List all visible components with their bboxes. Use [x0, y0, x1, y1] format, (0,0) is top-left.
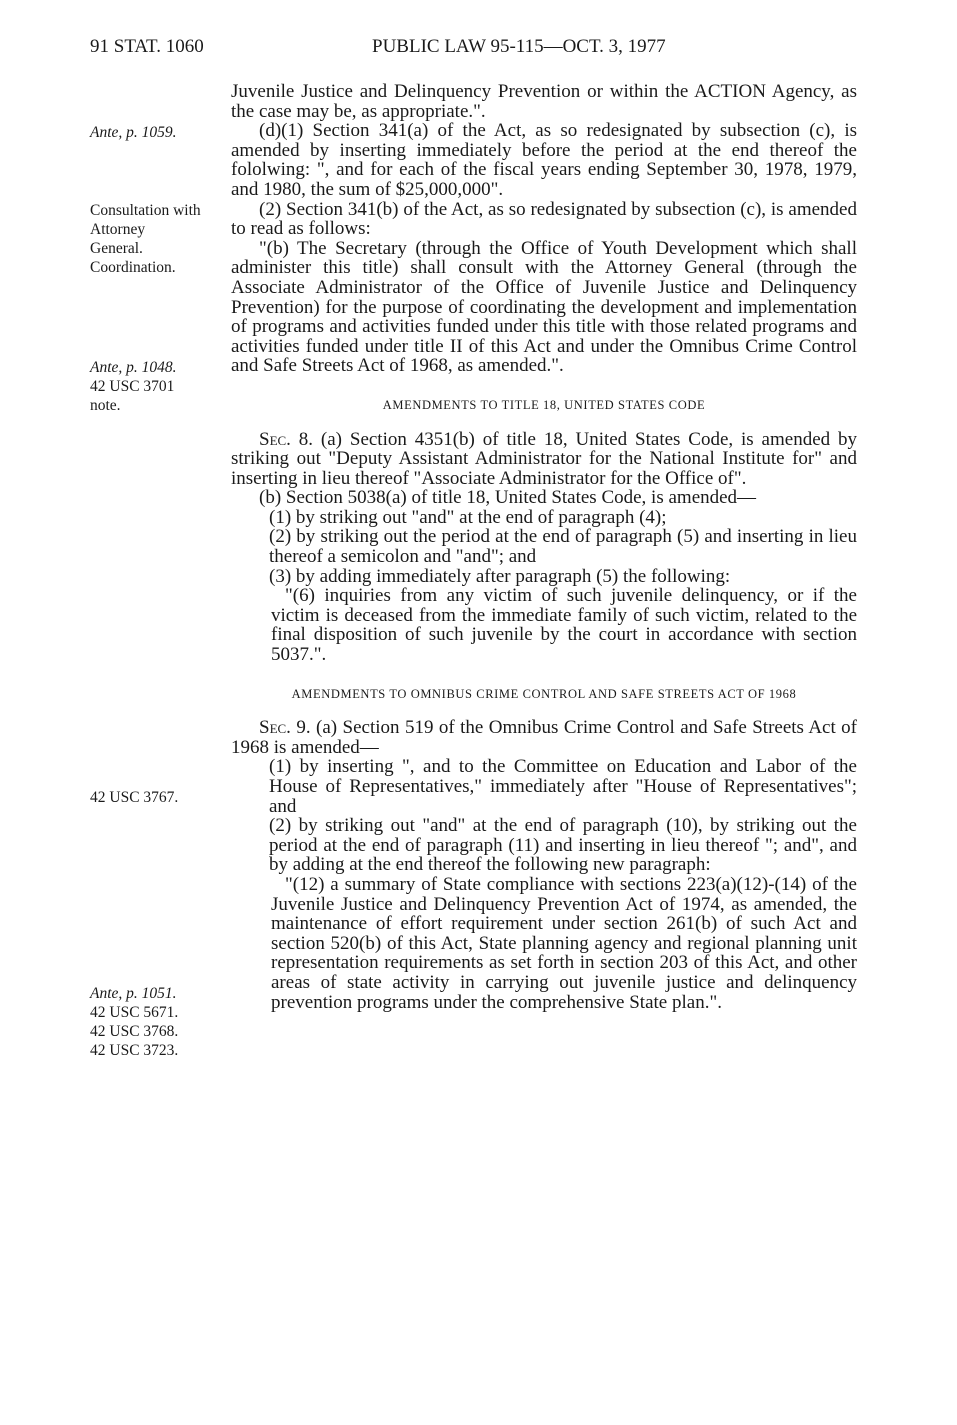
document-body	[231, 82, 857, 1012]
section-8b-3: (3) by adding immediately after paragraph (5) the following:	[269, 565, 731, 587]
section-9a: Sec. 9. (a) Section 519 of the Omnibus Crime Control and Safe Streets Act of 1968 is amended—	[231, 717, 857, 758]
stat-page-number: 91 STAT. 1060	[90, 36, 204, 57]
paragraph-continuation: Juvenile Justice and Delinquency Prevention or within the ACTION Agency, as the case may be, as appropriate.".	[231, 81, 857, 122]
margin-note-ante-1059: Ante, p. 1059.	[90, 124, 177, 141]
paragraph-quoted-b: "(b) The Secretary (through the Office of Youth Development which shall administer this title) shall consult with the Attorney General (through the Associate Administrator of the Office of Juvenile Justice and Delinquency Prevention) for the purpose of coordinating the development and implementation of programs and activities funded under this title with those related programs and activities funded under title II of this Act and under the Omnibus Crime Control and Safe Streets Act of 1968, as amended.".	[231, 237, 857, 377]
paragraph-d2: (2) Section 341(b) of the Act, as so redesignated by subsection (c), is amended to read as follows:	[231, 198, 857, 240]
page-header	[0, 28, 957, 58]
margin-note-ante-1051: Ante, p. 1051. 42 USC 5671. 42 USC 3768. 42 USC 3723.	[90, 985, 179, 1059]
section-9a-1: (1) by inserting ", and to the Committee on Education and Labor of the House of Representatives," immediately after "House of Representatives"; and	[269, 756, 857, 817]
section-9-label: Sec. 9.	[259, 717, 311, 739]
heading-omnibus-crime: AMENDMENTS TO OMNIBUS CRIME CONTROL AND SAFE STREETS ACT OF 1968	[291, 686, 797, 701]
section-8a: Sec. 8. (a) Section 4351(b) of title 18, United States Code, is amended by striking out "Deputy Assistant Administrator for the National Institute for" and inserting in lieu thereof "Associate Administrator for the Office of".	[231, 428, 858, 489]
margin-note-consultation: Consultation with Attorney General. Coordination.	[90, 202, 201, 276]
margin-note-usc-3767: 42 USC 3767.	[90, 789, 179, 806]
section-8-label: Sec. 8.	[259, 428, 314, 450]
margin-note-ante-1048: Ante, p. 1048. 42 USC 3701 note.	[90, 359, 177, 414]
section-8b: (b) Section 5038(a) of title 18, United States Code, is amended—	[259, 487, 757, 509]
section-9a-2-quote: "(12) a summary of State compliance with sections 223(a)(12)-(14) of the Juvenile Justice and Delinquency Prevention Act of 1974, as amended, the maintenance of effort requirement under section 261(b) of such Act and section 520(b) of this Act, State planning agency and regional planning unit representation requirements as set forth in section 203 of this Act, and other areas of state activity in carrying out juvenile justice and delinquency prevention programs under the comprehensive State plan.".	[271, 873, 857, 1013]
public-law-title: PUBLIC LAW 95-115—OCT. 3, 1977	[372, 36, 666, 57]
heading-title-18: AMENDMENTS TO TITLE 18, UNITED STATES CODE	[382, 397, 706, 412]
paragraph-d1: (d)(1) Section 341(a) of the Act, as so redesignated by subsection (c), is amended by inserting immediately before the period at the end thereof the fololwing: ", and for each of the fiscal years ending September 30, 1978, 1979, and 1980, the sum of $25,000,000".	[231, 120, 857, 200]
section-8b-1: (1) by striking out "and" at the end of paragraph (4);	[269, 506, 667, 528]
section-9a-2: (2) by striking out "and" at the end of paragraph (10), by striking out the period at the end of paragraph (11) and inserting in lieu thereof "; and", and by adding at the end thereof the following new paragraph:	[269, 815, 857, 876]
section-8b-2: (2) by striking out the period at the end of paragraph (5) and inserting in lieu thereof a semicolon and "and"; and	[269, 526, 857, 568]
section-8b-3-quote: "(6) inquiries from any victim of such juvenile delinquency, or if the victim is deceased from the immediate family of such victim, related to the final disposition of such juvenile by the court in accordance with section 5037.".	[271, 585, 857, 666]
